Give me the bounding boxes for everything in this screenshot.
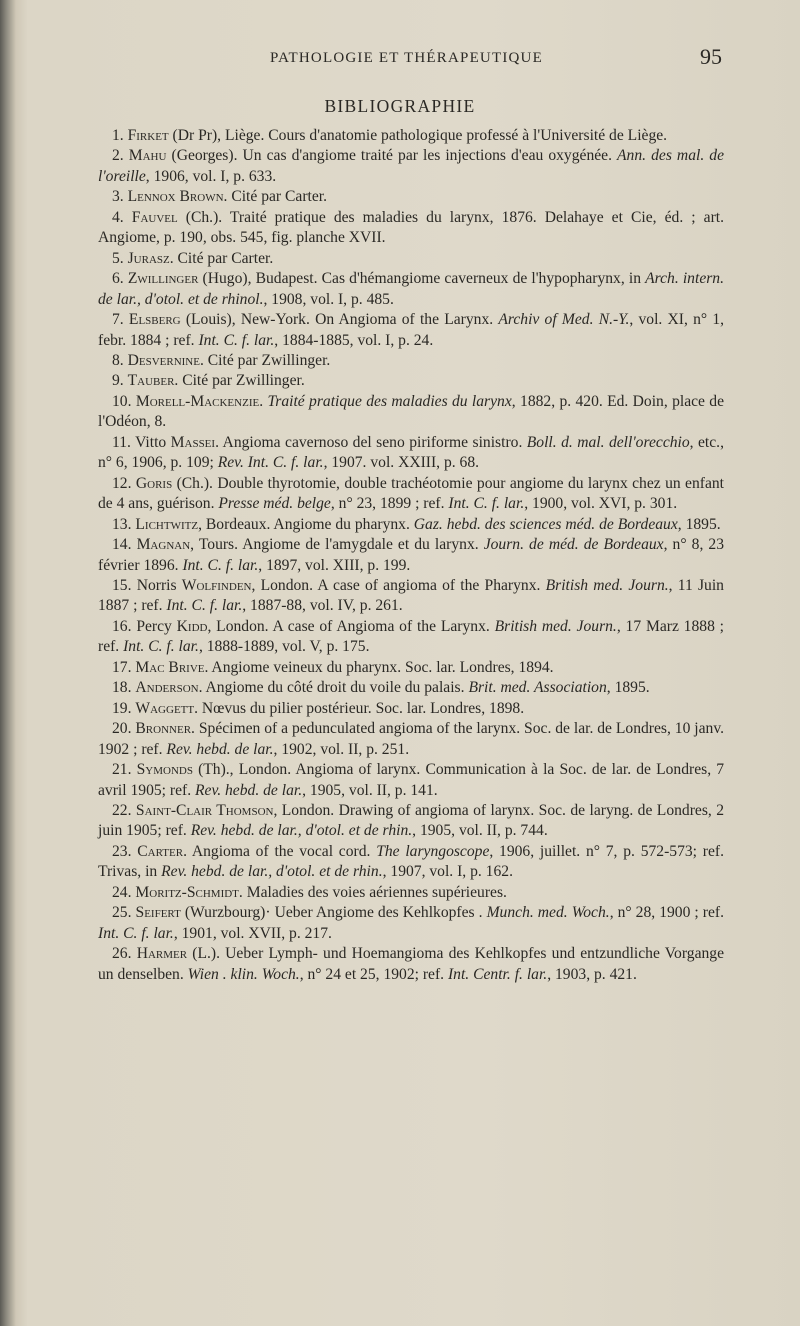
author-name: Saint-Clair Thomson xyxy=(135,801,274,819)
entry-number: 4. xyxy=(112,208,132,226)
entry-text: , 11 Juin 1887 ; ref. xyxy=(98,576,724,615)
bibliography-entry xyxy=(98,126,724,146)
page-number: 95 xyxy=(700,44,722,69)
entry-text: , 17 Marz 1888 ; ref. xyxy=(98,617,725,656)
entry-text: (Wurzbourg)· Ueber Angiome des Kehlkopfes . xyxy=(180,904,487,922)
entry-number: 13. xyxy=(112,515,136,533)
entry-text: , 1897, vol. XIII, p. 199. xyxy=(258,556,411,574)
journal-title: British med. Journ. xyxy=(494,617,617,635)
entry-text: (Hugo), Budapest. Cas d'hémangiome caverneux de l'hypopharynx, in xyxy=(198,270,646,288)
entry-number: 23. xyxy=(112,842,138,860)
journal-title: Int. C. f. lar. xyxy=(123,638,199,656)
bibliography-entry xyxy=(98,699,724,719)
entry-number: 20. xyxy=(112,720,136,738)
bibliography-entry xyxy=(98,801,724,842)
journal-title: Int. C. f. lar. xyxy=(448,495,525,513)
entry-number: 7. xyxy=(112,311,129,329)
entry-text: . Cité par Zwillinger. xyxy=(174,372,305,390)
running-title: PATHOLOGIE ET THÉRAPEUTIQUE xyxy=(270,50,543,66)
entry-number: 24. xyxy=(112,883,136,901)
entry-number: 19. xyxy=(112,699,136,717)
entry-text: , Bordeaux. Angiome du pharynx. xyxy=(198,515,414,533)
entry-number: 14. xyxy=(112,536,137,554)
entry-text: . Cité par Carter. xyxy=(223,188,328,206)
entry-text: , n° 8, 23 février 1896. xyxy=(98,536,725,574)
entry-text: Vitto xyxy=(135,433,171,451)
entry-text: , 1887-88, vol. IV, p. 261. xyxy=(242,597,403,615)
entry-text: , etc., n° 6, 1906, p. 109; xyxy=(98,433,724,472)
entry-number: 9. xyxy=(112,372,128,390)
journal-title: Wien . klin. Woch. xyxy=(187,965,300,983)
journal-title: Archiv of Med. N.-Y. xyxy=(498,311,630,329)
journal-title: Ann. des mal. de l'oreille xyxy=(98,147,724,185)
author-name: Waggett xyxy=(135,699,195,717)
author-name: Mac Brive xyxy=(135,658,205,676)
author-name: Kidd xyxy=(176,617,208,635)
journal-title: Presse méd. belge xyxy=(218,495,331,513)
entry-text: Norris xyxy=(136,576,182,594)
author-name: Lichtwitz xyxy=(135,515,199,533)
entry-text: . Nœvus du pilier postérieur. Soc. lar. Londres, 1898. xyxy=(194,699,525,717)
entry-text: , 1906, juillet. n° 7, p. 572-573; ref. Trivas, in xyxy=(98,842,724,881)
author-name: Lennox Brown xyxy=(127,188,224,206)
bibliography-entry xyxy=(98,392,724,433)
entry-number: 5. xyxy=(112,249,128,267)
bibliography-entry xyxy=(98,842,724,883)
author-name: Magnan xyxy=(136,536,191,554)
journal-title: Brit. med. Association xyxy=(468,679,607,697)
entry-text: . xyxy=(259,392,268,410)
bibliography-entry xyxy=(98,760,724,801)
entry-text: , 1900, vol. XVI, p. 301. xyxy=(524,495,678,513)
journal-title: British med. Journ. xyxy=(545,576,669,594)
entry-text: , 1882, p. 420. Ed. Doin, place de l'Odéon, 8. xyxy=(98,392,725,431)
bibliography-entry xyxy=(98,535,724,576)
entry-text: . Angioma cavernoso del seno piriforme sinistro. xyxy=(215,433,527,451)
entry-number: 6. xyxy=(112,270,128,288)
bibliography-entry xyxy=(98,678,724,698)
entry-text: (Th)., London. Angioma of larynx. Communication à la Soc. de lar. de Londres, 7 avril 1905; ref. xyxy=(98,761,724,799)
entry-text: , 1905, vol. II, p. 744. xyxy=(412,822,548,840)
journal-title: Rev. hebd. de lar. xyxy=(195,781,303,799)
journal-title: Rev. hebd. de lar., d'otol. et de rhin. xyxy=(190,822,413,840)
entry-text: , London. A case of angioma of the Pharynx. xyxy=(251,576,546,594)
entry-number: 1. xyxy=(112,127,128,144)
entry-text: . Angioma of the vocal cord. xyxy=(183,842,377,860)
entry-number: 16. xyxy=(112,617,137,635)
entry-text: , 1884-1885, vol. I, p. 24. xyxy=(274,331,434,349)
author-name: Massei xyxy=(170,433,216,451)
entry-number: 18. xyxy=(112,679,136,697)
journal-title: The laryngoscope xyxy=(376,842,490,860)
journal-title: Int. C. f. lar. xyxy=(98,924,174,942)
page-header xyxy=(0,44,800,74)
entry-number: 11. xyxy=(112,433,136,451)
entry-text: Percy xyxy=(136,617,177,635)
entry-text: (L.). Ueber Lymph- und Hoemangioma des Kehlkopfes und entzundliche Vorgange un denselben. xyxy=(98,945,725,983)
author-name: Seifert xyxy=(135,904,181,922)
entry-text: . Angiome veineux du pharynx. Soc. lar. Londres, 1894. xyxy=(204,658,554,676)
bibliography-entry xyxy=(98,310,724,351)
entry-number: 2. xyxy=(112,147,129,165)
bibliography-entry xyxy=(98,269,724,310)
author-name: Anderson xyxy=(135,679,199,697)
entry-text: , 1907, vol. I, p. 162. xyxy=(382,863,513,881)
entry-text: . Cité par Zwillinger. xyxy=(199,351,331,369)
entry-text: , 1903, p. 421. xyxy=(547,965,637,983)
entry-text: . Spécimen of a pedunculated angioma of the larynx. Soc. de lar. de Londres, 10 janv. 1902 ; ref. xyxy=(98,720,725,758)
journal-title: Int. C. f. lar. xyxy=(198,331,275,349)
bibliography-entry xyxy=(98,351,724,371)
journal-title: Boll. d. mal. dell'orecchio xyxy=(526,433,690,451)
author-name: Goris xyxy=(135,474,173,492)
bibliography-entry xyxy=(98,433,724,474)
bibliography-entry xyxy=(98,187,724,207)
author-name: Carter xyxy=(137,842,184,860)
author-name: Firket xyxy=(127,127,169,144)
entry-number: 8. xyxy=(112,351,128,369)
entry-text: , 1908, vol. I, p. 485. xyxy=(263,290,394,308)
journal-title: Journ. de méd. de Bordeaux xyxy=(483,536,664,554)
entry-text: , vol. XI, n° 1, febr. 1884 ; ref. xyxy=(98,311,725,349)
entry-text: , Tours. Angiome de l'amygdale et du larynx. xyxy=(190,536,484,554)
entry-text: , n° 28, 1900 ; ref. xyxy=(609,904,724,922)
entry-text: , 1907. vol. XXIII, p. 68. xyxy=(323,454,480,472)
author-name: Desvernine xyxy=(127,351,200,369)
journal-title: Int. Centr. f. lar. xyxy=(447,965,548,983)
journal-title: Rev. hebd. de lar., d'otol. et de rhin. xyxy=(161,863,383,881)
author-name: Zwillinger xyxy=(127,270,199,288)
entry-text: (Louis), New-York. On Angioma of the Larynx. xyxy=(180,311,499,329)
entry-text: . Maladies des voies aériennes supérieures. xyxy=(238,883,507,901)
section-title: BIBLIOGRAPHIE xyxy=(324,96,476,116)
bibliography-entry xyxy=(98,371,724,391)
journal-title: Int. C. f. lar. xyxy=(182,556,259,574)
entry-text: (Georges). Un cas d'angiome traité par les injections d'eau oxygénée. xyxy=(166,147,618,165)
bibliography-entry xyxy=(98,883,724,903)
author-name: Morell-Mackenzie xyxy=(135,392,260,410)
bibliography-entry xyxy=(98,944,724,985)
entry-text: , 1895. xyxy=(606,679,650,697)
bibliography-entry xyxy=(98,208,724,249)
bibliography-entry xyxy=(98,617,724,658)
entry-text: , 1888-1889, vol. V, p. 175. xyxy=(198,638,370,656)
entry-text: , London. A case of Angioma of the Larynx. xyxy=(207,617,495,635)
journal-title: Arch. intern. de lar., d'otol. et de rhinol. xyxy=(98,270,725,308)
author-name: Fauvel xyxy=(131,208,178,226)
journal-title: Rev. Int. C. f. lar. xyxy=(217,454,324,472)
author-name: Bronner xyxy=(135,720,192,738)
bibliography-entry xyxy=(98,146,724,187)
journal-title: Int. C. f. lar. xyxy=(166,597,243,615)
entry-text: , n° 24 et 25, 1902; ref. xyxy=(299,965,448,983)
entry-text: (Ch.). Traité pratique des maladies du larynx, 1876. Delahaye et Cie, éd. ; art. Angiome, p. 190, obs. 545, fig. planche XVII. xyxy=(98,208,725,247)
entry-number: 15. xyxy=(112,576,137,594)
entry-text: . Angiome du côté droit du voile du palais. xyxy=(198,679,469,697)
bibliography-entry xyxy=(98,515,724,535)
author-name: Elsberg xyxy=(128,311,181,329)
author-name: Symonds xyxy=(136,761,193,779)
bibliography-entry xyxy=(98,719,724,760)
bibliography-entry xyxy=(98,249,724,269)
entry-text: , 1901, vol. XVII, p. 217. xyxy=(173,924,332,942)
entry-number: 12. xyxy=(112,474,136,492)
bibliography-entry xyxy=(98,576,724,617)
journal-title: Munch. med. Woch. xyxy=(486,904,610,922)
entry-number: 21. xyxy=(112,761,137,779)
entry-number: 25. xyxy=(112,904,136,922)
author-name: Tauber xyxy=(127,372,175,390)
author-name: Mahu xyxy=(128,147,167,165)
author-name: Wolfinden xyxy=(181,576,252,594)
bibliography-entry xyxy=(98,903,724,944)
entry-text: , 1906, vol. I, p. 633. xyxy=(145,167,277,185)
journal-title: Gaz. hebd. des sciences méd. de Bordeaux xyxy=(413,515,678,533)
entry-text: , n° 23, 1899 ; ref. xyxy=(330,495,449,513)
entry-number: 17. xyxy=(112,658,136,676)
entry-text: (Dr Pr), Liège. Cours d'anatomie pathologique professé à l'Université de Liège. xyxy=(168,127,668,144)
author-name: Jurasz xyxy=(127,249,170,267)
bibliography-entry xyxy=(98,658,724,678)
bibliography-entry xyxy=(98,474,724,515)
journal-title: Traité pratique des maladies du larynx xyxy=(267,392,512,410)
entry-number: 26. xyxy=(112,945,137,963)
entry-number: 3. xyxy=(112,188,128,206)
journal-title: Rev. hebd. de lar. xyxy=(166,740,274,758)
author-name: Harmer xyxy=(136,945,188,963)
entry-number: 10. xyxy=(112,392,136,410)
entry-number: 22. xyxy=(112,801,136,819)
entry-text: , 1902, vol. II, p. 251. xyxy=(273,740,410,758)
entry-text: (Ch.). Double thyrotomie, double trachéotomie pour angiome du larynx chez un enfant de 4 ans, guérison. xyxy=(98,474,724,513)
entry-text: . Cité par Carter. xyxy=(169,249,274,267)
author-name: Moritz-Schmidt xyxy=(135,883,239,901)
bibliography-list xyxy=(98,126,724,985)
entry-text: , London. Drawing of angioma of larynx. Soc. de laryng. de Londres, 2 juin 1905; ref. xyxy=(98,801,725,840)
entry-text: , 1905, vol. II, p. 141. xyxy=(302,781,438,799)
entry-text: , 1895. xyxy=(677,515,721,533)
